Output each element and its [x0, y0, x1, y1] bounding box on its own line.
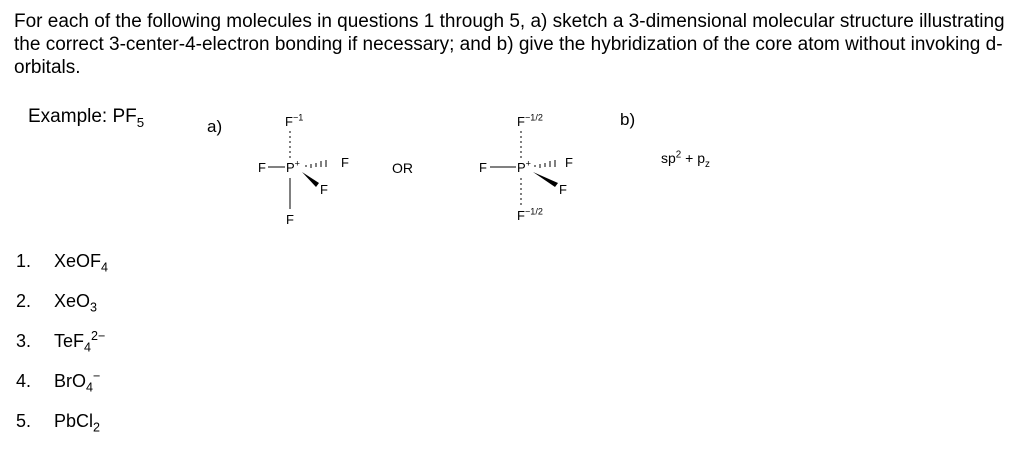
hybridization-answer: $sp^2 + p_z$ — [661, 149, 710, 170]
example-label: Example: $PF_5$ — [28, 106, 145, 130]
s2-left-fluorine: F — [479, 160, 487, 175]
s1-left-fluorine: F — [258, 160, 266, 175]
s1-wedge-bond — [302, 172, 319, 187]
s1-wedge-fluorine: F — [320, 182, 328, 197]
question-item: 1. XeOF$_4$ — [16, 251, 109, 275]
s2-top-fluorine: $F^{-1/2}$ — [517, 112, 543, 129]
part-a-label: a) — [207, 117, 223, 136]
s2-wedge-bond — [533, 172, 558, 187]
part-b-label: b) — [620, 110, 636, 129]
question-item: 4. BrO$_4$− — [16, 369, 101, 395]
s1-bottom-fluorine: F — [286, 212, 294, 227]
s1-right-fluorine: F — [341, 155, 349, 170]
question-item: 2. XeO$_3$ — [16, 291, 98, 315]
s2-right-fluorine: F — [565, 155, 573, 170]
s2-wedge-fluorine: F — [559, 182, 567, 197]
s1-phosphorus: P+ — [286, 158, 300, 175]
question-item: 5. PbCl$_2$ — [16, 411, 101, 435]
or-text: OR — [392, 160, 413, 176]
question-item: 3. TeF$_4^{2-}$ — [16, 329, 106, 355]
s2-bottom-fluorine: $F^{-1/2}$ — [517, 206, 543, 223]
s1-top-fluorine: $F^{-1}$ — [285, 112, 304, 129]
s1-hashed-bond — [306, 160, 326, 168]
s2-phosphorus: P+ — [517, 158, 531, 175]
question-list — [16, 249, 108, 449]
instructions-text: For each of the following molecules in questions 1 through 5, a) sketch a 3-dimensional molecular structure illustrating the correct 3-center-4-electron bonding if necessary; and b) give the hybridization of the core atom without invoking d-orbitals. — [14, 11, 1005, 78]
s2-hashed-bond — [535, 160, 555, 168]
